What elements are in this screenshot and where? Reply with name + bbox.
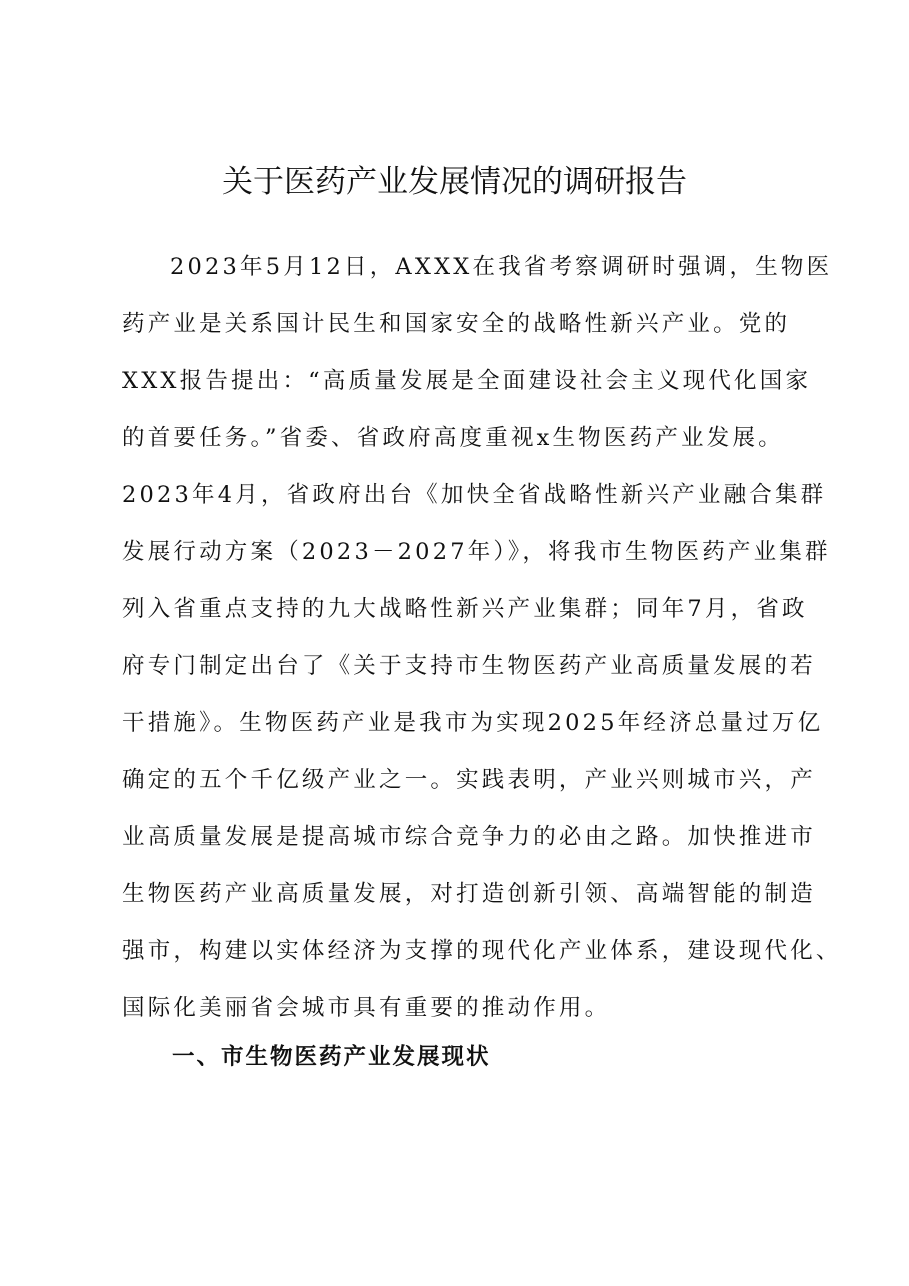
section-heading: 一、市生物医药产业发展现状: [172, 1044, 491, 1070]
document-title: 关于医药产业发展情况的调研报告: [222, 164, 687, 200]
paragraph-line: 府专门制定出台了《关于支持市生物医药产业高质量发展的若: [122, 653, 816, 679]
paragraph-line: XXX报告提出：“高质量发展是全面建设社会主义现代化国家: [122, 368, 812, 394]
paragraph-line: 的首要任务。”省委、省政府高度重视x生物医药产业发展。: [122, 425, 784, 451]
paragraph-line: 强市，构建以实体经济为支撑的现代化产业体系，建设现代化、: [122, 938, 842, 964]
paragraph-line: 确定的五个千亿级产业之一。实践表明，产业兴则城市兴，产: [122, 767, 816, 793]
paragraph-line: 国际化美丽省会城市具有重要的推动作用。: [122, 995, 611, 1021]
paragraph-line: 2023年5月12日，AXXX在我省考察调研时强调，生物医: [170, 254, 833, 280]
paragraph-line: 列入省重点支持的九大战略性新兴产业集群；同年7月，省政: [122, 596, 808, 622]
paragraph-line: 发展行动方案（2023－2027年）》，将我市生物医药产业集群: [122, 539, 831, 565]
paragraph-line: 生物医药产业高质量发展，对打造创新引领、高端智能的制造: [122, 881, 816, 907]
paragraph-line: 业高质量发展是提高城市综合竞争力的必由之路。加快推进市: [122, 824, 816, 850]
paragraph-line: 干措施》。生物医药产业是我市为实现2025年经济总量过万亿: [122, 710, 824, 736]
paragraph-line: 2023年4月，省政府出台《加快全省战略性新兴产业融合集群: [122, 482, 827, 508]
paragraph-line: 药产业是关系国计民生和国家安全的战略性新兴产业。党的: [122, 311, 791, 337]
